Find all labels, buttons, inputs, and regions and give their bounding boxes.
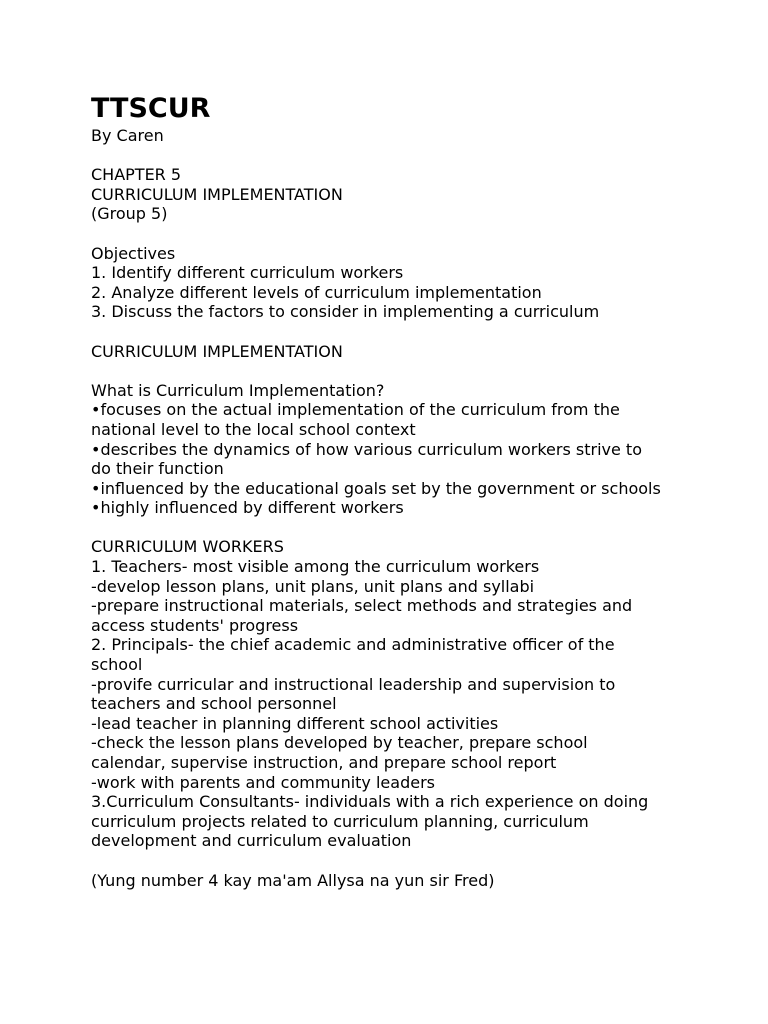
workers-line: school bbox=[91, 655, 143, 675]
workers-line: -lead teacher in planning different school activities bbox=[91, 713, 499, 733]
definition-question: What is Curriculum Implementation? bbox=[91, 380, 385, 400]
objective-item: 1. Identify different curriculum workers bbox=[91, 263, 404, 283]
spacer bbox=[91, 518, 691, 538]
chapter-number: CHAPTER 5 bbox=[91, 165, 182, 185]
document-author: By Caren bbox=[91, 126, 164, 145]
definition-line: •highly influenced by different workers bbox=[91, 498, 404, 518]
workers-line: curriculum projects related to curriculum planning, curriculum bbox=[91, 811, 589, 831]
workers-line: -check the lesson plans developed by teacher, prepare school bbox=[91, 733, 588, 753]
spacer bbox=[91, 851, 691, 871]
chapter-heading: CURRICULUM IMPLEMENTATION bbox=[91, 184, 343, 204]
spacer bbox=[91, 361, 691, 381]
workers-line: development and curriculum evaluation bbox=[91, 831, 412, 851]
document-title: TTSCUR bbox=[91, 93, 211, 124]
definition-line: do their function bbox=[91, 459, 224, 479]
workers-line: 3.Curriculum Consultants- individuals with a rich experience on doing bbox=[91, 792, 649, 812]
definition-line: •focuses on the actual implementation of the curriculum from the bbox=[91, 400, 620, 420]
workers-line: -prepare instructional materials, select methods and strategies and bbox=[91, 596, 633, 616]
objective-item: 2. Analyze different levels of curriculum implementation bbox=[91, 282, 542, 302]
definition-line: •influenced by the educational goals set by the government or schools bbox=[91, 478, 661, 498]
spacer bbox=[91, 146, 691, 166]
spacer bbox=[91, 322, 691, 342]
workers-line: -work with parents and community leaders bbox=[91, 772, 435, 792]
chapter-group: (Group 5) bbox=[91, 204, 168, 224]
workers-line: 2. Principals- the chief academic and administrative officer of the bbox=[91, 635, 615, 655]
document-page bbox=[91, 92, 691, 890]
workers-line: 1. Teachers- most visible among the curriculum workers bbox=[91, 557, 540, 577]
workers-line: -provife curricular and instructional leadership and supervision to bbox=[91, 674, 616, 694]
spacer bbox=[91, 224, 691, 244]
workers-line: teachers and school personnel bbox=[91, 694, 337, 714]
definition-line: national level to the local school context bbox=[91, 419, 416, 439]
workers-line: -develop lesson plans, unit plans, unit plans and syllabi bbox=[91, 576, 535, 596]
closing-note: (Yung number 4 kay ma'am Allysa na yun sir Fred) bbox=[91, 870, 495, 890]
objective-item: 3. Discuss the factors to consider in implementing a curriculum bbox=[91, 302, 600, 322]
workers-line: access students' progress bbox=[91, 615, 299, 635]
objectives-heading: Objectives bbox=[91, 243, 176, 263]
section-heading: CURRICULUM IMPLEMENTATION bbox=[91, 341, 343, 361]
workers-heading: CURRICULUM WORKERS bbox=[91, 537, 284, 557]
workers-line: calendar, supervise instruction, and prepare school report bbox=[91, 753, 557, 772]
definition-line: •describes the dynamics of how various curriculum workers strive to bbox=[91, 439, 642, 459]
